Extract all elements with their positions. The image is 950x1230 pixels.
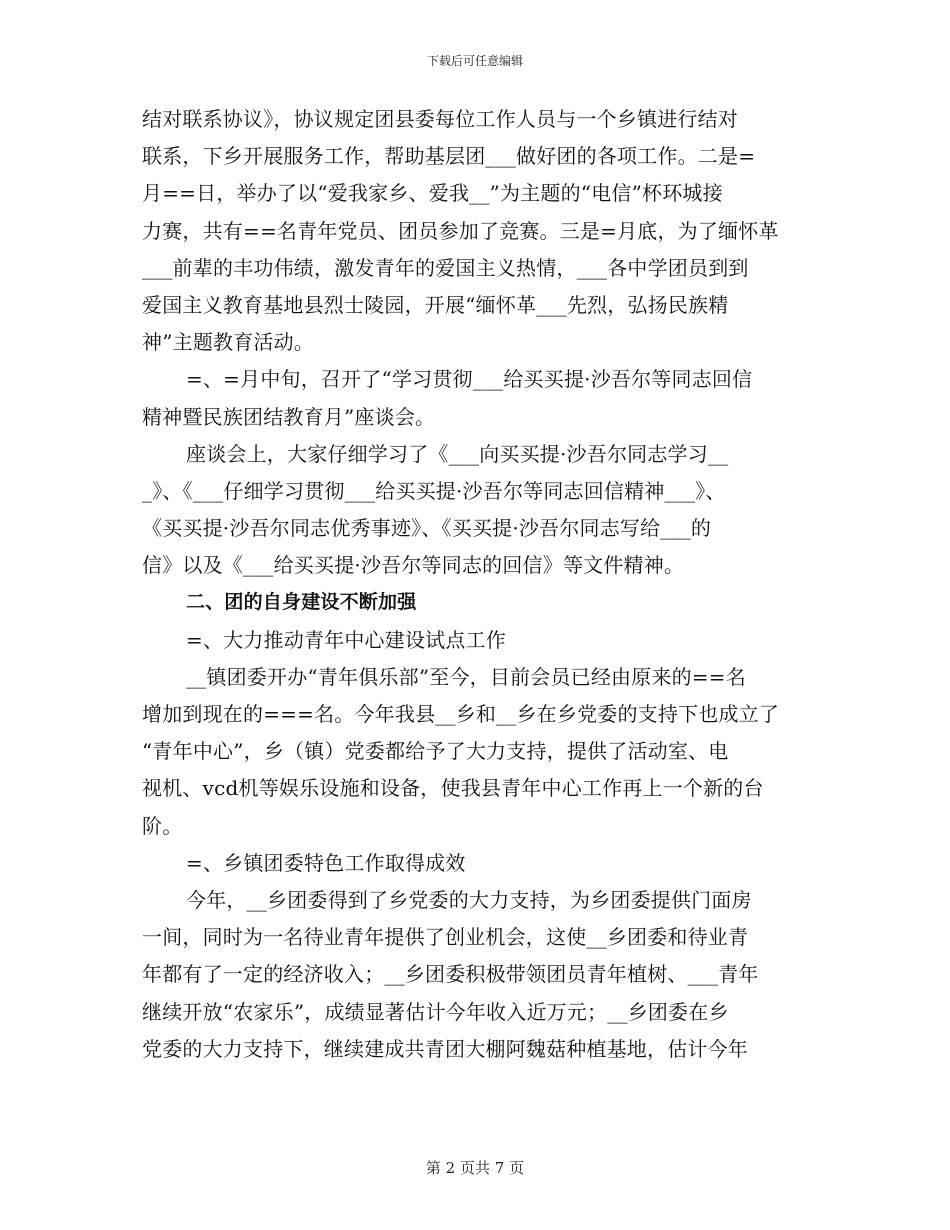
text-line: 信》以及《___给买买提·沙吾尔等同志的回信》等文件精神。 [142,553,685,578]
text-line: 党委的大力支持下，继续建成共青团大棚阿魏菇种植基地，估计今年 [142,1036,748,1061]
text-line: =、=月中旬，召开了“学习贯彻___给买买提·沙吾尔等同志回信 [186,367,753,392]
text-line: “青年中心”，乡（镇）党委都给予了大力支持，提供了活动室、电 [142,739,729,764]
text-line: 视机、vcd机等娱乐设施和设备，使我县青年中心工作再上一个新的台 [142,776,764,801]
text-line: __镇团委开办“青年俱乐部”至今，目前会员已经由原来的==名 [186,664,746,689]
text-line: 爱国主义教育基地县烈士陵园，开展“缅怀革___先烈，弘扬民族精 [142,292,729,317]
page-header: 下载后可任意编辑 [426,54,523,68]
text-line: 神”主题教育活动。 [142,330,315,355]
text-line: 联系，下乡开展服务工作，帮助基层团___做好团的各项工作。二是= [142,144,756,169]
text-line: 月==日，举办了以“爱我家乡、爱我__”为主题的“电信”杯环城接 [142,181,723,206]
text-line: 继续开放“农家乐”，成绩显著估计今年收入近万元；__乡团委在乡 [142,999,729,1024]
text-line: 今年，__乡团委得到了乡党委的大力支持，为乡团委提供门面房 [186,887,752,912]
text-line: 年都有了一定的经济收入；__乡团委积极带领团员青年植树、___青年 [142,962,759,987]
section-heading: 二、团的自身建设不断加强 [186,591,417,614]
document-body [142,101,808,1068]
text-line: ___前辈的丰功伟绩，激发青年的爱国主义热情，___各中学团员到到 [142,255,749,280]
text-line: _》、《___仔细学习贯彻___给买买提·沙吾尔等同志回信精神___》、 [142,478,726,503]
text-line: 力赛，共有==名青年党员、团员参加了竞赛。三是=月底，为了缅怀革 [142,218,779,243]
text-line: 一间，同时为一名待业青年提供了创业机会，这使__乡团委和待业青 [142,925,749,950]
text-line: 精神暨民族团结教育月”座谈会。 [142,404,436,429]
text-line: 座谈会上，大家仔细学习了《___向买买提·沙吾尔同志学习__ [186,441,729,466]
text-line: 增加到现在的===名。今年我县__乡和__乡在乡党委的支持下也成立了 [142,702,780,726]
text-line: 结对联系协议》，协议规定团县委每位工作人员与一个乡镇进行结对 [142,107,738,131]
text-line: 《买买提·沙吾尔同志优秀事迹》、《买买提·沙吾尔同志写给___的 [142,516,712,541]
text-line: =、乡镇团委特色工作取得成效 [186,850,466,875]
text-line: =、大力推动青年中心建设试点工作 [186,627,506,652]
text-line: 阶。 [142,813,183,838]
page-footer: 第 2 页共 7 页 [425,1159,525,1177]
